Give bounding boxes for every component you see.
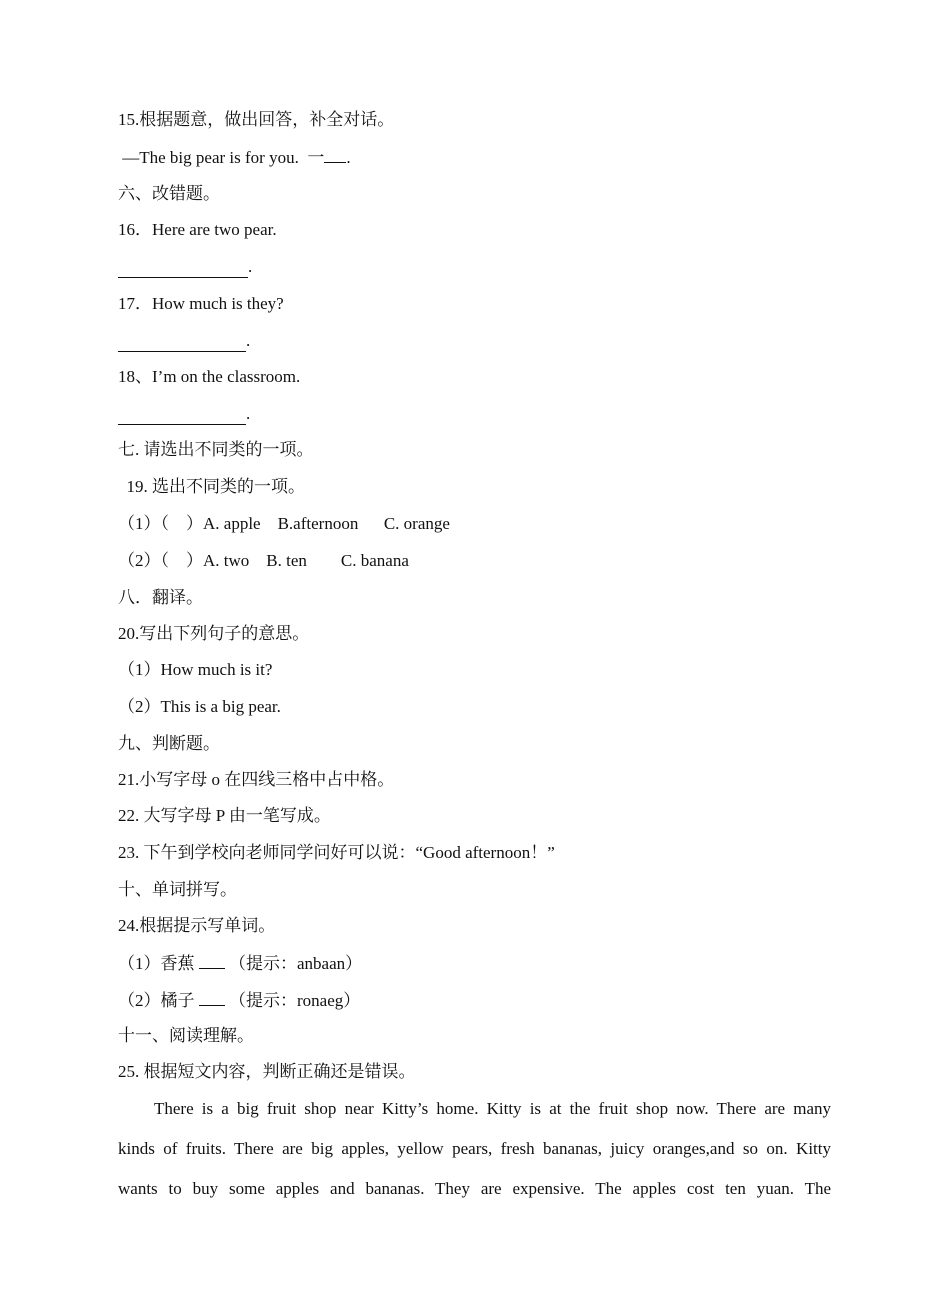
question-21: 21.小写字母 o 在四线三格中占中格。 [118, 770, 395, 789]
question-16: 16．Here are two pear. [118, 220, 277, 239]
section-6-heading: 六、改错题。 [118, 184, 220, 203]
question-15-title: 15.根据题意，做出回答，补全对话。 [118, 110, 395, 129]
question-24-title: 24.根据提示写单词。 [118, 916, 276, 935]
question-24-1 [118, 952, 362, 975]
question-24-2-hint: （提示：ronaeg） [224, 991, 361, 1010]
question-15-dialog [118, 146, 351, 169]
question-25-title: 25. 根据短文内容，判断正确还是错误。 [118, 1062, 416, 1081]
answer-rule[interactable] [118, 333, 246, 352]
question-24-2 [118, 989, 360, 1012]
section-9-heading: 九、判断题。 [118, 734, 220, 753]
question-20-2: （2）This is a big pear. [118, 697, 281, 716]
question-18: 18、I’m on the classroom. [118, 367, 301, 386]
answer-rule[interactable] [118, 259, 248, 278]
answer-blank[interactable] [324, 146, 346, 163]
question-17: 17．How much is they? [118, 294, 284, 313]
answer-period: . [248, 257, 253, 276]
question-24-2-text: （2）橘子 [118, 991, 199, 1010]
question-19-2: （2）（ ）A. two B. ten C. banana [118, 551, 409, 570]
answer-line-17[interactable] [118, 330, 250, 352]
answer-blank[interactable] [199, 952, 225, 969]
reading-passage [118, 1089, 831, 1209]
question-24-1-text: （1）香蕉 [118, 954, 199, 973]
answer-blank[interactable] [199, 989, 225, 1006]
question-20-title: 20.写出下列句子的意思。 [118, 624, 310, 643]
question-19-title: 19. 选出不同类的一项。 [118, 477, 305, 496]
question-15-dialog-text: —The big pear is for you. 一 [118, 148, 325, 167]
answer-line-16[interactable] [118, 256, 252, 278]
question-24-1-hint: （提示：anbaan） [224, 954, 363, 973]
question-20-1: （1）How much is it? [118, 660, 273, 679]
question-23: 23. 下午到学校向老师同学问好可以说：“Good afternoon！” [118, 843, 555, 862]
section-7-heading: 七. 请选出不同类的一项。 [118, 440, 314, 459]
question-22: 22. 大写字母 P 由一笔写成。 [118, 806, 331, 825]
answer-period: . [246, 404, 251, 423]
section-11-heading: 十一、阅读理解。 [118, 1026, 254, 1045]
section-10-heading: 十、单词拼写。 [118, 880, 237, 899]
section-8-heading: 八．翻译。 [118, 588, 203, 607]
answer-line-18[interactable] [118, 403, 250, 425]
question-19-1: （1）（ ）A. apple B.afternoon C. orange [118, 514, 450, 533]
answer-period: . [246, 331, 251, 350]
question-15-dialog-end: . [346, 148, 351, 167]
passage-line-2: kinds of fruits. There are big apples, yellow pears, fresh bananas, juicy oranges,and so on. Kitty [118, 1139, 831, 1158]
passage-line-1: There is a big fruit shop near Kitty’s home. Kitty is at the fruit shop now. There are many [154, 1099, 831, 1118]
answer-rule[interactable] [118, 406, 246, 425]
passage-line-3: wants to buy some apples and bananas. They are expensive. The apples cost ten yuan. The [118, 1179, 831, 1198]
